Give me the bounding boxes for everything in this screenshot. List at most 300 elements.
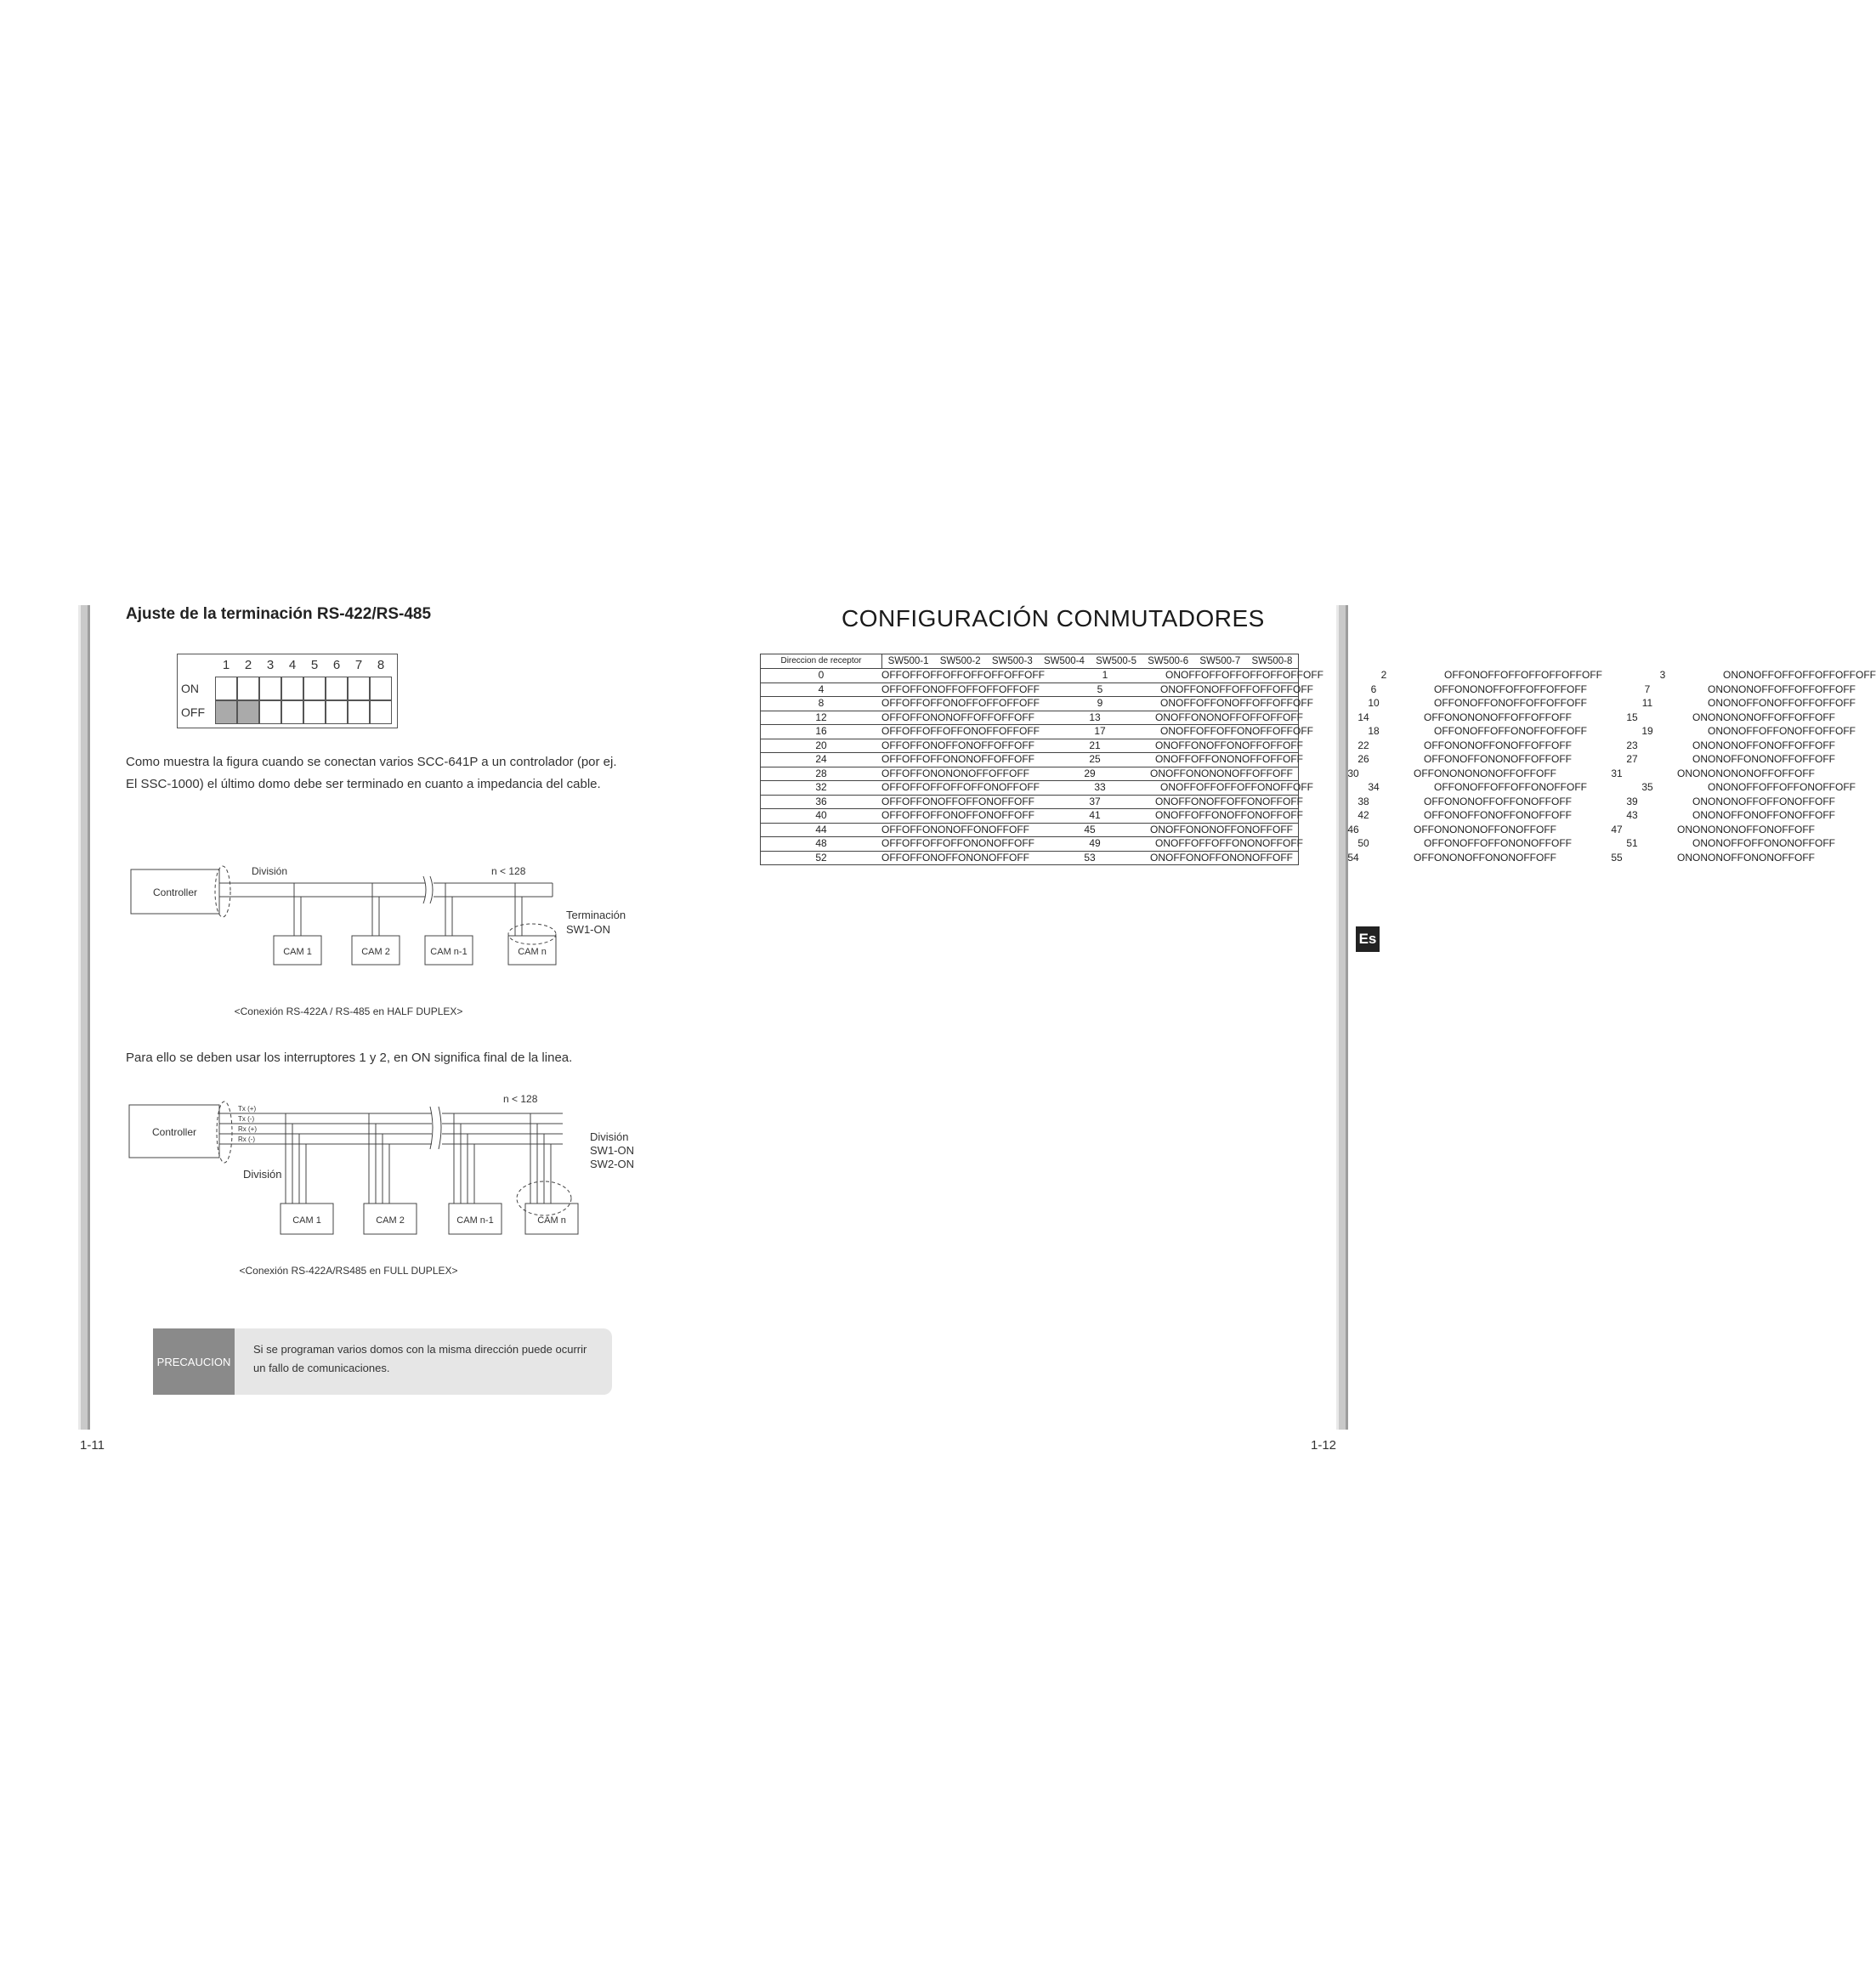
switch-cell: OFF bbox=[1262, 711, 1283, 723]
switch-cell: OFF bbox=[1480, 669, 1500, 681]
address-cell: 25 bbox=[1089, 753, 1101, 765]
cam-label: CAM 2 bbox=[361, 947, 390, 957]
switch-cell: ON bbox=[938, 711, 953, 723]
switch-cell: ON bbox=[1480, 767, 1495, 779]
switch-cell: OFF bbox=[1206, 795, 1227, 807]
switch-cell: ON bbox=[1155, 739, 1170, 751]
table-row bbox=[1313, 697, 1587, 711]
dip-off-label: OFF bbox=[181, 705, 205, 719]
switch-cell: OFF bbox=[881, 711, 902, 723]
switch-cell: OFF bbox=[1272, 697, 1293, 709]
switch-cell: OFF bbox=[1170, 739, 1191, 751]
line-break-marker bbox=[430, 1107, 441, 1149]
dip-cell bbox=[370, 677, 392, 700]
switch-cell: ON bbox=[1434, 823, 1449, 835]
table-row bbox=[1293, 767, 1556, 781]
switch-cell: OFF bbox=[1196, 697, 1216, 709]
division-marker bbox=[215, 866, 230, 917]
switch-cell: ON bbox=[1708, 823, 1723, 835]
switch-cell: ON bbox=[1485, 851, 1500, 864]
address-cell: 32 bbox=[815, 781, 827, 793]
switch-cell: ON bbox=[978, 809, 994, 821]
switch-cell: OFF bbox=[922, 753, 943, 765]
switch-cell: OFF bbox=[1815, 837, 1835, 849]
switch-cell: ON bbox=[1454, 697, 1470, 709]
switch-cell: OFF bbox=[1283, 711, 1303, 723]
switch-cell: OFF bbox=[1500, 669, 1521, 681]
switch-cell: OFF bbox=[1434, 697, 1454, 709]
switch-cell: OFF bbox=[902, 795, 922, 807]
dip-number: 2 bbox=[244, 658, 252, 672]
switch-cell: ON bbox=[1692, 767, 1708, 779]
switch-cell: ON bbox=[1227, 753, 1242, 765]
switch-cell: OFF bbox=[1856, 669, 1876, 681]
line-label: Tx (+) bbox=[238, 1105, 257, 1113]
header-cell: SW500-7 bbox=[1199, 656, 1241, 666]
switch-cell: OFF bbox=[1526, 697, 1546, 709]
switch-cell: OFF bbox=[1424, 795, 1444, 807]
switch-cell: OFF bbox=[1531, 711, 1551, 723]
switch-cell: OFF bbox=[1835, 682, 1856, 695]
table-row bbox=[1034, 837, 1303, 851]
switch-cell: OFF bbox=[1835, 697, 1856, 709]
table-row bbox=[761, 809, 1034, 823]
switch-cell: OFF bbox=[1505, 697, 1526, 709]
switch-cell: ON bbox=[1201, 823, 1216, 835]
switch-cell: ON bbox=[1516, 837, 1531, 849]
switch-cell: OFF bbox=[1014, 809, 1034, 821]
table-row bbox=[1313, 683, 1587, 697]
header-cell: SW500-8 bbox=[1251, 656, 1293, 666]
switch-cell: OFF bbox=[1546, 781, 1567, 793]
switch-cell: ON bbox=[1531, 781, 1546, 793]
switch-cell: OFF bbox=[1835, 669, 1856, 681]
switch-cell: ON bbox=[1216, 697, 1232, 709]
switch-cell: OFF bbox=[881, 851, 902, 864]
table-row bbox=[761, 767, 1029, 781]
switch-cell: ON bbox=[1708, 697, 1723, 709]
controller-label: Controller bbox=[151, 1126, 197, 1138]
table-row bbox=[761, 711, 1034, 725]
switch-cell: ON bbox=[1150, 767, 1165, 779]
switch-cell: OFF bbox=[1191, 809, 1211, 821]
row-group bbox=[761, 781, 1856, 796]
switch-cell: OFF bbox=[1794, 823, 1815, 835]
caution-line: Si se programan varios domos con la misma dirección puede ocurrir bbox=[253, 1343, 587, 1356]
switch-cell: OFF bbox=[1221, 711, 1242, 723]
table-row bbox=[761, 697, 1040, 711]
switch-cell: ON bbox=[1201, 767, 1216, 779]
switch-cell: OFF bbox=[1272, 851, 1293, 864]
switch-cell: OFF bbox=[902, 669, 922, 681]
table-row bbox=[1293, 852, 1556, 865]
line-break-marker bbox=[423, 876, 433, 903]
address-cell: 8 bbox=[818, 697, 825, 709]
half-duplex-caption: <Conexión RS-422A / RS-485 en HALF DUPLEX> bbox=[234, 1005, 463, 1017]
table-row bbox=[1556, 767, 1815, 781]
controller-label: Controller bbox=[152, 886, 198, 898]
switch-cell: ON bbox=[1475, 711, 1490, 723]
switch-cell: ON bbox=[1500, 837, 1516, 849]
switch-cell: OFF bbox=[1165, 851, 1186, 864]
n-limit-label: n < 128 bbox=[503, 1093, 538, 1105]
switch-cell: OFF bbox=[902, 682, 922, 695]
switch-cell: ON bbox=[1516, 809, 1531, 821]
switch-cell: ON bbox=[1708, 767, 1723, 779]
switch-cell: ON bbox=[1155, 809, 1170, 821]
switch-cell: OFF bbox=[1774, 697, 1794, 709]
language-tab: Es bbox=[1356, 926, 1380, 952]
switch-cell: ON bbox=[1247, 795, 1262, 807]
switch-cell: OFF bbox=[1470, 781, 1490, 793]
header-cell: SW500-2 bbox=[939, 656, 981, 666]
switch-cell: OFF bbox=[1262, 809, 1283, 821]
switch-cell: OFF bbox=[1794, 809, 1815, 821]
switch-cell: OFF bbox=[1293, 697, 1313, 709]
table-row bbox=[761, 683, 1040, 697]
address-cell: 10 bbox=[1368, 697, 1380, 709]
table-row bbox=[1587, 683, 1856, 697]
switch-cell: OFF bbox=[1723, 837, 1743, 849]
switch-cell: ON bbox=[1723, 682, 1738, 695]
switch-cell: OFF bbox=[1252, 851, 1272, 864]
switch-cell: OFF bbox=[1262, 669, 1283, 681]
switch-cell: OFF bbox=[1414, 767, 1434, 779]
switch-cell: OFF bbox=[1723, 753, 1743, 765]
row-group bbox=[761, 725, 1856, 739]
switch-cell: OFF bbox=[1272, 725, 1293, 737]
address-cell: 42 bbox=[1357, 809, 1369, 821]
switch-cell: OFF bbox=[902, 781, 922, 793]
switch-cell: ON bbox=[1677, 767, 1692, 779]
switch-cell: OFF bbox=[1170, 837, 1191, 849]
caution-box bbox=[153, 1328, 612, 1395]
half-duplex-diagram bbox=[128, 854, 638, 1024]
switch-cell: ON bbox=[1723, 767, 1738, 779]
address-cell: 16 bbox=[815, 725, 827, 737]
table-row bbox=[1313, 781, 1587, 795]
table-row bbox=[1556, 852, 1815, 865]
switch-cell: ON bbox=[1206, 711, 1221, 723]
switch-cell: ON bbox=[943, 753, 958, 765]
table-row bbox=[1029, 852, 1293, 865]
switch-cell: ON bbox=[958, 753, 973, 765]
switch-cell: OFF bbox=[902, 851, 922, 864]
switch-cell: OFF bbox=[958, 682, 978, 695]
switch-cell: OFF bbox=[881, 753, 902, 765]
switch-cell: ON bbox=[1211, 753, 1227, 765]
row-group bbox=[761, 697, 1856, 711]
switch-cell: ON bbox=[1444, 795, 1459, 807]
address-cell: 54 bbox=[1347, 851, 1359, 864]
division-label: División bbox=[252, 865, 288, 877]
switch-cell: OFF bbox=[881, 781, 902, 793]
switch-cell: OFF bbox=[1444, 669, 1465, 681]
address-cell: 18 bbox=[1368, 725, 1380, 737]
address-cell: 50 bbox=[1357, 837, 1369, 849]
switch-cell: OFF bbox=[1779, 781, 1799, 793]
address-cell: 33 bbox=[1094, 781, 1106, 793]
switch-cell: ON bbox=[1160, 725, 1176, 737]
table-row bbox=[1602, 669, 1876, 682]
switch-cell: OFF bbox=[1165, 823, 1186, 835]
switch-cell: OFF bbox=[881, 767, 902, 779]
row-group bbox=[761, 682, 1856, 698]
switch-cell: ON bbox=[1155, 837, 1170, 849]
switch-cell: OFF bbox=[989, 823, 1009, 835]
switch-cell: OFF bbox=[1434, 781, 1454, 793]
switch-cell: OFF bbox=[1531, 837, 1551, 849]
switch-cell: ON bbox=[953, 767, 968, 779]
row-group bbox=[761, 753, 1835, 767]
dip-cell bbox=[303, 700, 326, 724]
switch-cell: ON bbox=[1196, 682, 1211, 695]
switch-cell: OFF bbox=[1459, 809, 1480, 821]
switch-cell: OFF bbox=[1794, 739, 1815, 751]
switch-cell: OFF bbox=[1211, 837, 1232, 849]
switch-cell: OFF bbox=[1227, 795, 1247, 807]
switch-cell: OFF bbox=[1759, 795, 1779, 807]
switch-cell: OFF bbox=[938, 682, 958, 695]
switch-cell: ON bbox=[1155, 711, 1170, 723]
switch-cell: OFF bbox=[989, 767, 1009, 779]
switch-cell: ON bbox=[1738, 669, 1754, 681]
switch-cell: OFF bbox=[1815, 682, 1835, 695]
switch-cell: OFF bbox=[1170, 795, 1191, 807]
switch-cell: ON bbox=[1677, 823, 1692, 835]
table-row bbox=[761, 753, 1034, 767]
table-row bbox=[1034, 796, 1303, 809]
address-cell: 14 bbox=[1357, 711, 1369, 723]
switch-cell: ON bbox=[1692, 753, 1708, 765]
dip-number: 8 bbox=[377, 658, 385, 672]
switch-cell: ON bbox=[1708, 725, 1723, 737]
table-row bbox=[1034, 809, 1303, 823]
switch-cell: ON bbox=[1155, 795, 1170, 807]
switch-cell: OFF bbox=[1516, 823, 1536, 835]
switch-cell: OFF bbox=[1019, 725, 1040, 737]
switch-cell: OFF bbox=[1526, 682, 1546, 695]
switch-cell: OFF bbox=[1176, 697, 1196, 709]
switch-cell: OFF bbox=[922, 809, 943, 821]
switch-cell: OFF bbox=[1470, 697, 1490, 709]
switch-cell: ON bbox=[1723, 781, 1738, 793]
switch-cell: ON bbox=[1743, 753, 1759, 765]
switch-cell: OFF bbox=[1551, 739, 1572, 751]
sw-label: SW2-ON bbox=[590, 1158, 634, 1170]
switch-cell: OFF bbox=[902, 725, 922, 737]
table-row bbox=[761, 725, 1040, 739]
switch-cell: ON bbox=[1723, 739, 1738, 751]
dip-cell bbox=[348, 700, 370, 724]
switch-cell: OFF bbox=[922, 837, 943, 849]
switch-cell: OFF bbox=[1516, 851, 1536, 864]
switch-cell: OFF bbox=[1754, 711, 1774, 723]
switch-cell: OFF bbox=[902, 823, 922, 835]
switch-cell: OFF bbox=[1176, 725, 1196, 737]
switch-cell: ON bbox=[1257, 781, 1272, 793]
address-cell: 43 bbox=[1626, 809, 1638, 821]
switch-cell: ON bbox=[922, 711, 938, 723]
switch-cell: OFF bbox=[994, 753, 1014, 765]
switch-cell: OFF bbox=[1505, 682, 1526, 695]
switch-cell: OFF bbox=[1759, 809, 1779, 821]
switch-cell: OFF bbox=[953, 711, 973, 723]
switch-cell: ON bbox=[1454, 725, 1470, 737]
switch-cell: OFF bbox=[1303, 669, 1323, 681]
switch-cell: ON bbox=[1470, 682, 1485, 695]
switch-cell: ON bbox=[1449, 851, 1465, 864]
dip-number: 4 bbox=[288, 658, 297, 672]
switch-cell: OFF bbox=[1424, 809, 1444, 821]
dip-cell bbox=[237, 700, 259, 724]
address-cell: 24 bbox=[815, 753, 827, 765]
switch-cell: OFF bbox=[1424, 837, 1444, 849]
table-row bbox=[1572, 809, 1835, 823]
switch-cell: OFF bbox=[1546, 725, 1567, 737]
switch-cell: ON bbox=[1692, 711, 1708, 723]
switch-cell: OFF bbox=[1170, 809, 1191, 821]
switch-cell: OFF bbox=[983, 669, 1004, 681]
switch-cell: ON bbox=[1221, 851, 1237, 864]
switch-cell: OFF bbox=[1459, 753, 1480, 765]
table-row bbox=[1572, 796, 1835, 809]
address-cell: 6 bbox=[1370, 682, 1377, 695]
switch-cell: ON bbox=[1191, 711, 1206, 723]
switch-cell: OFF bbox=[1272, 781, 1293, 793]
switch-cell: OFF bbox=[1293, 682, 1313, 695]
switch-cell: OFF bbox=[1014, 795, 1034, 807]
switch-cell: OFF bbox=[1723, 809, 1743, 821]
switch-cell: OFF bbox=[902, 739, 922, 751]
switch-cell: OFF bbox=[1480, 837, 1500, 849]
address-cell: 39 bbox=[1626, 795, 1638, 807]
dip-number: 1 bbox=[222, 658, 230, 672]
switch-cell: OFF bbox=[938, 851, 958, 864]
switch-cell: OFF bbox=[1815, 809, 1835, 821]
switch-cell: ON bbox=[1459, 739, 1475, 751]
switch-cell: OFF bbox=[1754, 767, 1774, 779]
switch-cell: OFF bbox=[1774, 851, 1794, 864]
switch-cell: OFF bbox=[1516, 767, 1536, 779]
table-row bbox=[1040, 683, 1313, 697]
switch-cell: OFF bbox=[1794, 711, 1815, 723]
switch-cell: ON bbox=[1211, 809, 1227, 821]
row-group bbox=[761, 739, 1835, 754]
switch-cell: OFF bbox=[1019, 697, 1040, 709]
left-margin-bar bbox=[78, 605, 90, 1430]
switch-cell: OFF bbox=[994, 739, 1014, 751]
switch-cell: OFF bbox=[881, 682, 902, 695]
caution-tag: PRECAUCION bbox=[153, 1328, 235, 1395]
switch-cell: OFF bbox=[922, 697, 943, 709]
table-row bbox=[1572, 739, 1835, 753]
address-cell: 21 bbox=[1089, 739, 1101, 751]
switch-cell: OFF bbox=[938, 739, 958, 751]
switch-cell: OFF bbox=[1242, 739, 1262, 751]
switch-cell: ON bbox=[1465, 767, 1480, 779]
row-group bbox=[761, 711, 1835, 726]
header-cell: SW500-5 bbox=[1096, 656, 1137, 666]
division-label: División bbox=[243, 1168, 282, 1181]
switch-cell: OFF bbox=[978, 697, 999, 709]
switch-cell: OFF bbox=[1754, 682, 1774, 695]
switch-cell: OFF bbox=[978, 725, 999, 737]
switch-cell: OFF bbox=[999, 725, 1019, 737]
dip-cell bbox=[326, 700, 348, 724]
dip-number: 3 bbox=[266, 658, 275, 672]
switch-cell: OFF bbox=[1201, 851, 1221, 864]
switch-cell: OFF bbox=[1424, 711, 1444, 723]
switch-cell: OFF bbox=[978, 682, 999, 695]
dip-cell bbox=[215, 700, 237, 724]
address-cell: 52 bbox=[815, 851, 827, 864]
switch-cell: ON bbox=[1708, 837, 1723, 849]
address-cell: 48 bbox=[815, 837, 827, 849]
switch-cell: ON bbox=[1160, 781, 1176, 793]
switch-cell: OFF bbox=[1815, 753, 1835, 765]
switch-cell: ON bbox=[1449, 767, 1465, 779]
address-cell: 46 bbox=[1347, 823, 1359, 835]
switch-cell: OFF bbox=[1414, 851, 1434, 864]
switch-cell: ON bbox=[1708, 711, 1723, 723]
switch-cell: OFF bbox=[1738, 795, 1759, 807]
switch-cell: OFF bbox=[1531, 809, 1551, 821]
switch-cell: ON bbox=[963, 837, 978, 849]
switch-cell: OFF bbox=[1510, 739, 1531, 751]
switch-cell: OFF bbox=[1774, 753, 1794, 765]
switch-cell: OFF bbox=[1465, 851, 1485, 864]
switch-cell: OFF bbox=[1835, 725, 1856, 737]
table-row bbox=[761, 739, 1034, 753]
header-cell: SW500-4 bbox=[1043, 656, 1085, 666]
switch-cell: OFF bbox=[1014, 711, 1034, 723]
address-cell: 51 bbox=[1626, 837, 1638, 849]
switch-cell: ON bbox=[1779, 809, 1794, 821]
switch-cell: OFF bbox=[963, 669, 983, 681]
switch-cell: ON bbox=[1495, 753, 1510, 765]
switch-cell: ON bbox=[1490, 697, 1505, 709]
switch-cell: OFF bbox=[1815, 795, 1835, 807]
row-group bbox=[761, 767, 1815, 782]
switch-cell: OFF bbox=[1551, 809, 1572, 821]
switch-cell: ON bbox=[1454, 781, 1470, 793]
switch-cell: OFF bbox=[1794, 767, 1815, 779]
switch-cell: OFF bbox=[1196, 781, 1216, 793]
switch-cell: ON bbox=[1692, 809, 1708, 821]
address-cell: 30 bbox=[1347, 767, 1359, 779]
cam-label: CAM n-1 bbox=[456, 1215, 494, 1226]
switch-cell: OFF bbox=[1815, 669, 1835, 681]
switch-cell: OFF bbox=[881, 837, 902, 849]
switch-cell: OFF bbox=[1191, 837, 1211, 849]
switch-cell: OFF bbox=[1216, 781, 1237, 793]
switch-cell: OFF bbox=[1743, 837, 1764, 849]
switch-cell: OFF bbox=[1567, 725, 1587, 737]
switch-cell: ON bbox=[1191, 739, 1206, 751]
switch-cell: OFF bbox=[1794, 851, 1815, 864]
switch-cell: ON bbox=[1237, 725, 1252, 737]
switch-cell: OFF bbox=[1490, 781, 1510, 793]
switch-cell: ON bbox=[973, 851, 989, 864]
switch-cell: OFF bbox=[973, 711, 994, 723]
switch-cell: ON bbox=[1444, 711, 1459, 723]
address-cell: 55 bbox=[1611, 851, 1623, 864]
switch-cell: OFF bbox=[1794, 795, 1815, 807]
header-address: Direccion de receptor bbox=[761, 654, 882, 668]
switch-cell: OFF bbox=[1237, 781, 1257, 793]
dip-number: 7 bbox=[354, 658, 363, 672]
